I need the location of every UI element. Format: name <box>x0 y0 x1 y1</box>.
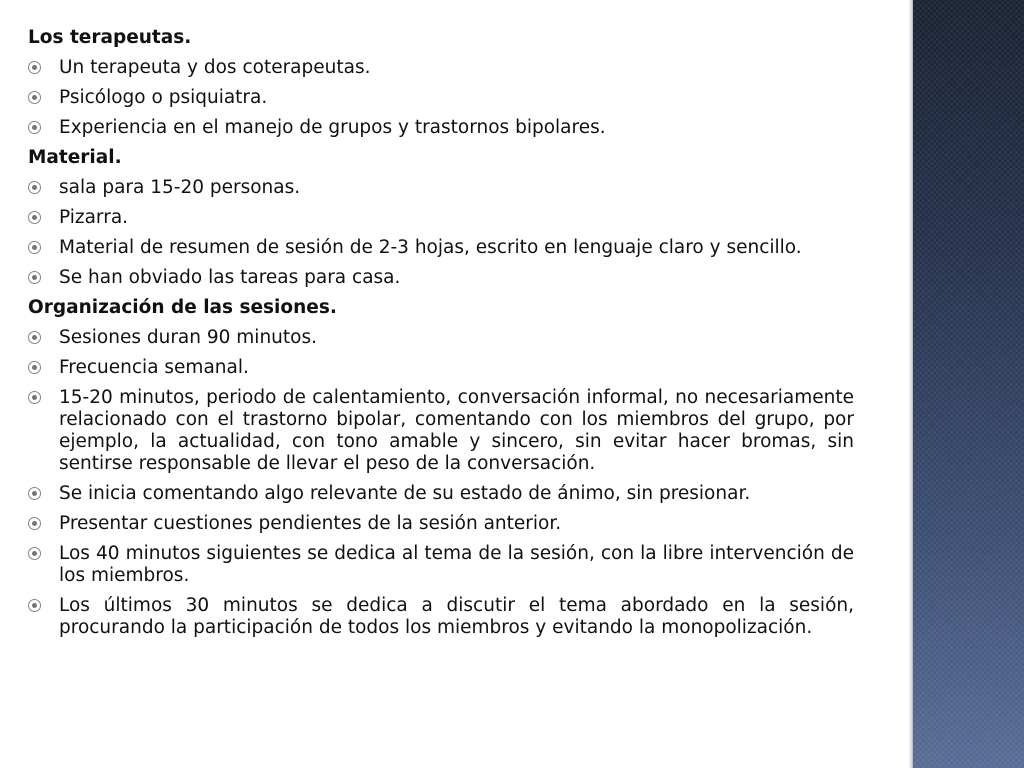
bullet-icon <box>28 181 41 194</box>
item-text: sala para 15-20 personas. <box>59 177 301 198</box>
list-item <box>28 595 854 639</box>
list-item <box>28 177 854 199</box>
bullet-icon <box>28 361 41 374</box>
list-item <box>28 87 854 109</box>
item-text: Se han obviado las tareas para casa. <box>59 267 401 288</box>
section-heading: Los terapeutas. <box>28 27 192 48</box>
bullet-icon <box>28 241 41 254</box>
item-text: Psicólogo o psiquiatra. <box>59 87 268 108</box>
bullet-icon <box>28 121 41 134</box>
item-text: Los últimos 30 minutos se dedica a discutir el tema abordado en la sesión, procurando la participación de todos los miembros y evitando la monopolización. <box>59 595 854 638</box>
item-text: Material de resumen de sesión de 2-3 hojas, escrito en lenguaje claro y sencillo. <box>59 237 802 258</box>
list-item <box>28 543 854 587</box>
item-text: 15-20 minutos, periodo de calentamiento, conversación informal, no necesariamente relacionado con el trastorno bipolar, comentando con los miembros del grupo, por ejemplo, la actualidad, con tono amable y sincero, sin evitar hacer bromas, sin sentirse responsable de llevar el peso de la conversación. <box>59 387 854 474</box>
bullet-icon <box>28 517 41 530</box>
list-item <box>28 483 854 505</box>
item-text: Sesiones duran 90 minutos. <box>59 327 317 348</box>
list-item <box>28 117 854 139</box>
bullet-icon <box>28 599 41 612</box>
slide-body <box>28 27 854 647</box>
bullet-icon <box>28 91 41 104</box>
decorative-sidebar <box>913 0 1024 768</box>
list-item <box>28 327 854 349</box>
bullet-icon <box>28 547 41 560</box>
item-text: Los 40 minutos siguientes se dedica al tema de la sesión, con la libre intervención de los miembros. <box>59 543 854 586</box>
item-text: Un terapeuta y dos coterapeutas. <box>59 57 371 78</box>
item-text: Experiencia en el manejo de grupos y trastornos bipolares. <box>59 117 606 138</box>
bullet-icon <box>28 211 41 224</box>
list-item <box>28 57 854 79</box>
item-text: Frecuencia semanal. <box>59 357 249 378</box>
list-item <box>28 207 854 229</box>
list-item <box>28 357 854 379</box>
bullet-icon <box>28 61 41 74</box>
bullet-icon <box>28 487 41 500</box>
item-text: Se inicia comentando algo relevante de su estado de ánimo, sin presionar. <box>59 483 751 504</box>
section-heading: Material. <box>28 147 122 168</box>
bullet-icon <box>28 271 41 284</box>
list-item <box>28 267 854 289</box>
bullet-icon <box>28 331 41 344</box>
item-text: Pizarra. <box>59 207 129 228</box>
list-item <box>28 237 854 259</box>
item-text: Presentar cuestiones pendientes de la sesión anterior. <box>59 513 562 534</box>
list-item <box>28 513 854 535</box>
section-heading: Organización de las sesiones. <box>28 297 337 318</box>
list-item <box>28 387 854 475</box>
bullet-icon <box>28 391 41 404</box>
